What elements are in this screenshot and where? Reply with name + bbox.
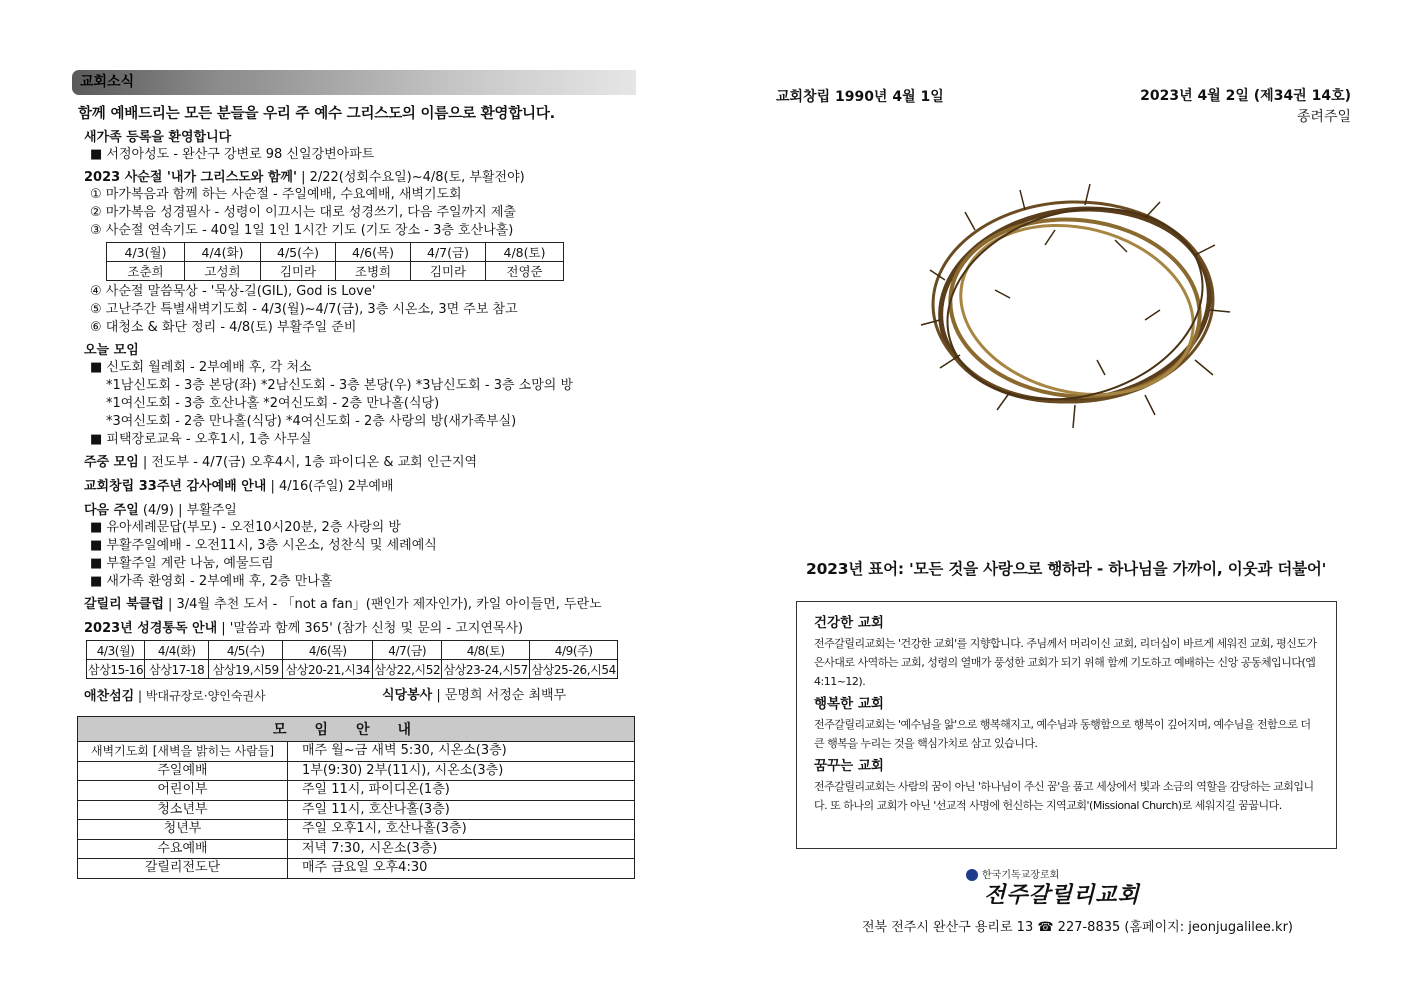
next-item-1: ■ 유아세례문답(부모) - 오전10시20분, 2층 사랑의 방 <box>90 520 401 535</box>
table-cell: 4/5(수) <box>209 641 283 660</box>
newcomer-item: ■ 서정아성도 - 완산구 강변로 98 신일강변아파트 <box>90 147 375 162</box>
table-header-row <box>78 717 635 742</box>
crown-of-thorns-image <box>915 170 1235 440</box>
bookclub-rest: | 3/4월 추천 도서 - 「not a fan」(팬인가 제자인가), 카일 아이들먼, 두란노 <box>163 597 602 612</box>
lent-item-4: ④ 사순절 말씀묵상 - '묵상-길(GIL), God is Love' <box>90 284 376 299</box>
table-cell: 4/9(주) <box>530 641 618 660</box>
table-cell: 삼상20-21,시34 <box>283 660 373 679</box>
section-title: 교회소식 <box>80 74 135 90</box>
table-cell: 4/3(월) <box>87 641 145 660</box>
table-row <box>87 641 618 660</box>
kitchen-title: 식당봉사 <box>382 688 433 703</box>
table-cell: 4/3(월) <box>107 243 185 262</box>
next-sunday-line <box>84 502 636 519</box>
meeting-time: 주일 11시, 파이디온(1층) <box>288 781 635 801</box>
table-row <box>78 761 635 781</box>
vision-text-healthy: 전주갈릴리교회는 '건강한 교회'를 지향합니다. 주님께서 머리이신 교회, 리더십이 바르게 세워진 교회, 평신도가 은사대로 사역하는 교회, 성령의 열매가 풍성한 교회가 되기 위해 함께 기도하고 예배하는 신앙 공동체입니다(엡4:11~12). <box>814 637 1317 688</box>
meeting-name: 청소년부 <box>78 800 288 820</box>
lent-item-2: ② 마가복음 성경필사 - 성령이 이끄시는 대로 성경쓰기, 다음 주일까지 제출 <box>90 205 516 220</box>
today-line-2: *1남신도회 - 3층 본당(좌) *2남신도회 - 3층 본당(우) *3남신도회 - 3층 소망의 방 <box>106 378 574 393</box>
lent-item-3: ③ 사순절 연속기도 - 40일 1일 1인 1시간 기도 (기도 장소 - 3층 호산나홀) <box>90 223 514 238</box>
meetings-header: 모임안내 <box>78 717 635 742</box>
table-cell: 4/4(화) <box>185 243 261 262</box>
weekly-title: 주중 모임 <box>84 455 139 470</box>
kitchen-rest: | 문명희 서정순 최백무 <box>432 688 567 703</box>
table-row <box>78 859 635 879</box>
next-item-3: ■ 부활주일 계란 나눔, 예물드림 <box>90 556 274 571</box>
table-cell: 삼상22,시52 <box>373 660 442 679</box>
table-cell: 조병희 <box>336 262 411 281</box>
denomination-emblem-icon <box>966 869 978 881</box>
meeting-time: 매주 월~금 새벽 5:30, 시온소(3층) <box>288 742 635 762</box>
yearly-motto: 2023년 표어: '모든 것을 사랑으로 행하라 - 하나님을 가까이, 이웃과 더불어' <box>806 560 1327 578</box>
table-row <box>78 800 635 820</box>
table-cell: 삼상17-18 <box>145 660 209 679</box>
church-address: 전북 전주시 완산구 용리로 13 ☎ 227-8835 (홈페이지: jeonjugalilee.kr) <box>862 920 1293 935</box>
lent-title-rest: | 2/22(성회수요일)~4/8(토, 부활전야) <box>296 170 525 185</box>
newcomer-block <box>84 129 636 164</box>
meeting-time: 저녁 7:30, 시온소(3층) <box>288 839 635 859</box>
lent-item-6: ⑥ 대청소 & 화단 정리 - 4/8(토) 부활주일 준비 <box>90 320 357 335</box>
table-row <box>78 839 635 859</box>
table-row <box>87 660 618 679</box>
bible-reading-table <box>86 640 618 679</box>
table-cell: 전영준 <box>486 262 564 281</box>
church-vision-box <box>796 601 1337 849</box>
meeting-name: 수요예배 <box>78 839 288 859</box>
anniversary-line <box>84 478 636 495</box>
bookclub-block <box>84 596 636 613</box>
next-item-4: ■ 새가족 환영회 - 2부예배 후, 2층 만나홀 <box>90 574 333 589</box>
next-sunday-block <box>84 502 636 591</box>
table-cell: 삼상23-24,시57 <box>442 660 530 679</box>
meeting-name: 새벽기도회 [새벽을 밝히는 사람들] <box>78 742 288 762</box>
prayer-schedule-table <box>106 242 564 281</box>
bible-title: 2023년 성경통독 안내 <box>84 621 218 636</box>
bookclub-line <box>84 596 636 613</box>
table-cell: 4/6(목) <box>336 243 411 262</box>
issue-date: 2023년 4월 2일 (제34권 14호) <box>1140 88 1351 104</box>
meeting-name: 청년부 <box>78 820 288 840</box>
table-cell: 4/7(금) <box>373 641 442 660</box>
meeting-time: 매주 금요일 오후4:30 <box>288 859 635 879</box>
vision-title-healthy: 건강한 교회 <box>814 615 884 631</box>
weekly-rest: | 전도부 - 4/7(금) 오후4시, 1층 파이디온 & 교회 인근지역 <box>138 455 478 470</box>
anniversary-rest: | 4/16(주일) 2부예배 <box>266 479 394 494</box>
table-cell: 조춘희 <box>107 262 185 281</box>
table-cell: 4/5(수) <box>261 243 336 262</box>
vision-text-dreaming: 전주갈릴리교회는 사람의 꿈이 아닌 '하나님이 주신 꿈'을 품고 세상에서 빛과 소금의 역할을 감당하는 교회입니다. 또 하나의 교회가 아닌 '선교적 사명에 헌신하는 지역교회'(Missional Church)로 세워지길 꿈꿉니다. <box>814 780 1314 812</box>
bulletin-date <box>1140 86 1351 128</box>
table-cell: 삼상15-16 <box>87 660 145 679</box>
bible-block <box>84 620 636 679</box>
table-row <box>107 262 564 281</box>
meeting-time: 주일 11시, 호산나홀(3층) <box>288 800 635 820</box>
table-cell: 김미라 <box>261 262 336 281</box>
lent-title <box>84 169 636 186</box>
meeting-name: 갈릴리전도단 <box>78 859 288 879</box>
vision-title-dreaming: 꿈꾸는 교회 <box>814 758 884 774</box>
next-sunday-title: 다음 주일 <box>84 503 139 518</box>
table-row <box>107 243 564 262</box>
bookclub-title: 갈릴리 북클럽 <box>84 597 164 612</box>
founding-date: 교회창립 1990년 4월 1일 <box>776 89 944 105</box>
table-cell: 삼상25-26,시54 <box>530 660 618 679</box>
anniversary-title: 교회창립 33주년 감사예배 안내 <box>84 479 267 494</box>
today-line-1: ■ 신도회 월례회 - 2부예배 후, 각 처소 <box>90 360 312 375</box>
bible-rest: | '말씀과 함께 365' (참가 신청 및 문의 - 고지연목사) <box>217 621 524 636</box>
sunday-name: 종려주일 <box>1296 109 1351 125</box>
vision-title-happy: 행복한 교회 <box>814 696 884 712</box>
welcome-message: 함께 예배드리는 모든 분들을 우리 주 예수 그리스도의 이름으로 환영합니다. <box>78 106 555 122</box>
service-row <box>84 687 636 706</box>
lent-title-bold: 2023 사순절 '내가 그리스도와 함께' <box>84 170 297 185</box>
weekly-line <box>84 454 636 471</box>
lent-item-5: ⑤ 고난주간 특별새벽기도회 - 4/3(월)~4/7(금), 3층 시온소, 3면 주보 참고 <box>90 302 518 317</box>
table-row <box>78 781 635 801</box>
today-block <box>84 342 636 449</box>
table-cell: 고성희 <box>185 262 261 281</box>
today-line-3: *1여신도회 - 3층 호산나홀 *2여신도회 - 2층 만나홀(식당) <box>106 396 440 411</box>
table-cell: 김미라 <box>411 262 486 281</box>
anniversary-block <box>84 478 636 495</box>
table-row <box>78 742 635 762</box>
section-header-bar <box>72 70 636 95</box>
meeting-name: 주일예배 <box>78 761 288 781</box>
church-logo: 전주갈릴리교회 <box>984 882 1140 908</box>
today-title: 오늘 모임 <box>84 343 139 358</box>
kitchen-line <box>382 687 566 706</box>
table-cell: 4/8(토) <box>486 243 564 262</box>
next-sunday-rest: (4/9) | 부활주일 <box>138 503 237 518</box>
table-cell: 4/6(목) <box>283 641 373 660</box>
table-cell: 4/4(화) <box>145 641 209 660</box>
table-cell: 삼상19,시59 <box>209 660 283 679</box>
next-item-2: ■ 부활주일예배 - 오전11시, 3층 시온소, 성찬식 및 세례예식 <box>90 538 437 553</box>
meeting-time: 1부(9:30) 2부(11시), 시온소(3층) <box>288 761 635 781</box>
weekly-block <box>84 454 636 471</box>
newcomer-title: 새가족 등록을 환영합니다 <box>84 130 232 145</box>
vision-text-happy: 전주갈릴리교회는 '예수님을 앎'으로 행복해지고, 예수님과 동행함으로 행복이 깊어지며, 예수님을 전함으로 더 큰 행복을 누리는 것을 핵심가치로 삼고 있습니다. <box>814 718 1311 750</box>
lent-item-1: ① 마가복음과 함께 하는 사순절 - 주일예배, 수요예배, 새벽기도회 <box>90 187 462 202</box>
choir-rest: | 박대규장로·양인숙권사 <box>134 689 266 703</box>
church-news-page <box>72 70 636 879</box>
lent-block <box>84 169 636 337</box>
table-cell: 4/8(토) <box>442 641 530 660</box>
today-line-5: ■ 피택장로교육 - 오후1시, 1층 사무실 <box>90 432 312 447</box>
choir-line <box>84 687 382 706</box>
table-row <box>78 820 635 840</box>
denomination-name: 한국기독교장로회 <box>982 870 1060 881</box>
bible-line <box>84 620 636 637</box>
table-cell: 4/7(금) <box>411 243 486 262</box>
choir-title: 애찬섬김 <box>84 689 135 704</box>
meeting-name: 어린이부 <box>78 781 288 801</box>
meeting-time: 주일 오후1시, 호산나홀(3층) <box>288 820 635 840</box>
today-line-4: *3여신도회 - 2층 만나홀(식당) *4여신도회 - 2층 사랑의 방(새가족부실) <box>106 414 517 429</box>
meetings-table <box>77 716 635 879</box>
